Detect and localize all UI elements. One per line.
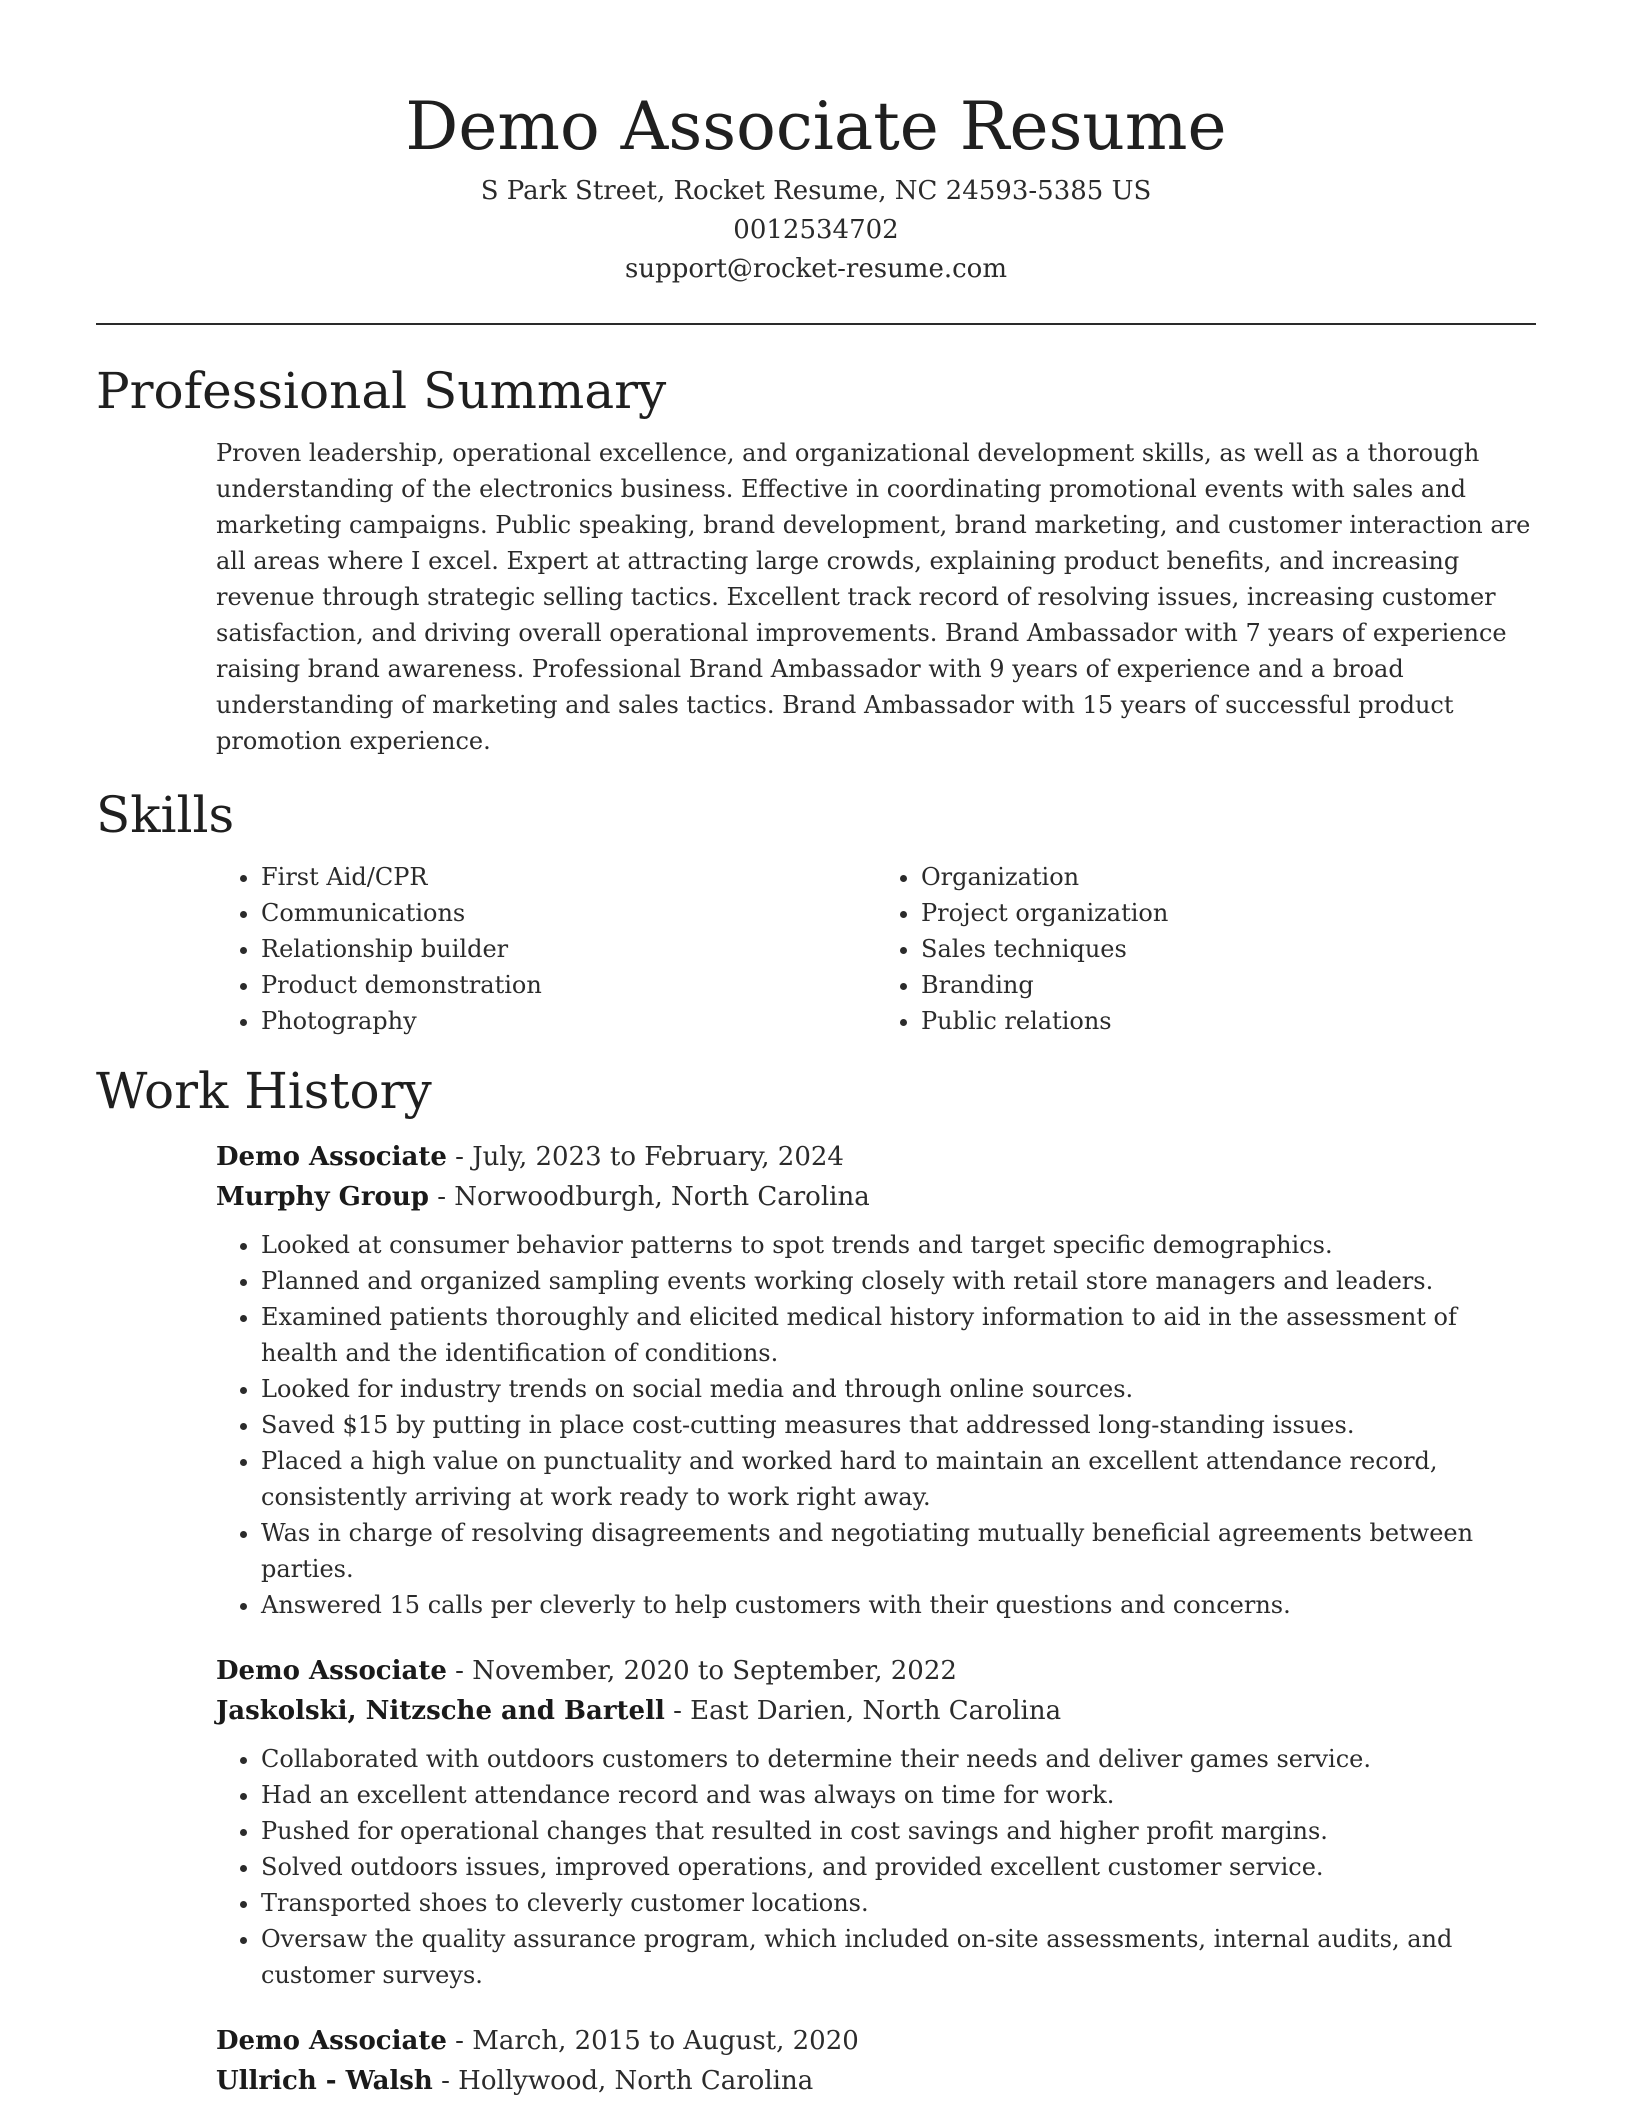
job-location: Norwoodburgh, North Carolina xyxy=(454,1182,870,1212)
skills-list xyxy=(216,859,1536,1039)
job-bullet: • Collaborated with outdoors customers to determine their needs and deliver games service. xyxy=(261,1741,1536,1777)
job-company: Jaskolski, Nitzsche and Bartell xyxy=(216,1696,665,1726)
job-separator: - xyxy=(446,1656,473,1686)
job-bullet: • Looked for industry trends on social media and through online sources. xyxy=(261,1371,1536,1407)
contact-email: support@rocket-resume.com xyxy=(624,254,1007,284)
skill-item: • Product demonstration xyxy=(261,967,876,1003)
job-entry xyxy=(216,1137,1536,1623)
job-entry xyxy=(216,2021,1536,2101)
job-bullet: • Answered 15 calls per cleverly to help customers with their questions and concerns. xyxy=(261,1587,1536,1623)
job-bullet: • Was in charge of resolving disagreements and negotiating mutually beneficial agreements between parties. xyxy=(261,1515,1536,1587)
job-separator: - xyxy=(432,2066,459,2096)
job-title-line xyxy=(216,1651,1536,1691)
job-entry xyxy=(216,1651,1536,1993)
job-title: Demo Associate xyxy=(216,2026,447,2056)
job-bullet: • Examined patients thoroughly and elicited medical history information to aid in the assessment of health and the identification of conditions. xyxy=(261,1299,1536,1371)
header-divider xyxy=(96,323,1536,325)
skills-heading: Skills xyxy=(96,786,235,844)
resume-title: Demo Associate Resume xyxy=(405,88,1227,165)
job-company: Murphy Group xyxy=(216,1182,429,1212)
job-bullet: • Placed a high value on punctuality and worked hard to maintain an excellent attendance record, consistently arriving at work ready to work right away. xyxy=(261,1443,1536,1515)
job-title: Demo Associate xyxy=(216,1656,447,1686)
contact-phone: 0012534702 xyxy=(733,215,899,245)
skill-item: • Public relations xyxy=(921,1003,1536,1039)
job-separator: - xyxy=(428,1182,455,1212)
resume-header xyxy=(96,0,1536,289)
skill-item: • Organization xyxy=(921,859,1536,895)
skill-item: • First Aid/CPR xyxy=(261,859,876,895)
job-bullet: • Transported shoes to cleverly customer locations. xyxy=(261,1885,1536,1921)
job-bullet: • Looked at consumer behavior patterns to spot trends and target specific demographics. xyxy=(261,1227,1536,1263)
job-separator: - xyxy=(446,1142,473,1172)
job-bullet: • Pushed for operational changes that resulted in cost savings and higher profit margins. xyxy=(261,1813,1536,1849)
job-bullet-list xyxy=(216,1741,1536,1993)
skill-item: • Relationship builder xyxy=(261,931,876,967)
job-company-line xyxy=(216,1177,1536,1217)
job-separator: - xyxy=(446,2026,473,2056)
job-separator: - xyxy=(664,1696,691,1726)
job-bullet: • Saved $15 by putting in place cost-cutting measures that addressed long-standing issues. xyxy=(261,1407,1536,1443)
job-title-line xyxy=(216,2021,1536,2061)
skill-item: • Photography xyxy=(261,1003,876,1039)
job-location: Hollywood, North Carolina xyxy=(458,2066,814,2096)
skill-item: • Sales techniques xyxy=(921,931,1536,967)
skill-item: • Branding xyxy=(921,967,1536,1003)
summary-heading: Professional Summary xyxy=(96,362,667,420)
skill-item: • Communications xyxy=(261,895,876,931)
skills-column-left xyxy=(216,859,876,1039)
job-dates: July, 2023 to February, 2024 xyxy=(472,1142,844,1172)
job-bullet: • Solved outdoors issues, improved operations, and provided excellent customer service. xyxy=(261,1849,1536,1885)
job-company-line xyxy=(216,1691,1536,1731)
work-history-heading: Work History xyxy=(96,1062,432,1120)
job-bullet: • Oversaw the quality assurance program, which included on-site assessments, internal audits, and customer surveys. xyxy=(261,1921,1536,1993)
job-location: East Darien, North Carolina xyxy=(690,1696,1062,1726)
job-bullet-list xyxy=(216,1227,1536,1623)
job-title-line xyxy=(216,1137,1536,1177)
skill-item: • Project organization xyxy=(921,895,1536,931)
job-dates: March, 2015 to August, 2020 xyxy=(472,2026,859,2056)
skills-column-right xyxy=(876,859,1536,1039)
contact-address: S Park Street, Rocket Resume, NC 24593-5385 US xyxy=(480,176,1152,206)
job-title: Demo Associate xyxy=(216,1142,447,1172)
summary-text: Proven leadership, operational excellence, and organizational development skills, as well as a thorough understanding of the electronics business. Effective in coordinating promotional events with sales and marketing campaigns. Public speaking, brand development, brand marketing, and customer interaction are all areas where I excel. Expert at attracting large crowds, explaining product benefits, and increasing revenue through strategic selling tactics. Excellent track record of resolving issues, increasing customer satisfaction, and driving overall operational improvements. Brand Ambassador with 7 years of experience raising brand awareness. Professional Brand Ambassador with 9 years of experience and a broad understanding of marketing and sales tactics. Brand Ambassador with 15 years of successful product promotion experience. xyxy=(216,439,1531,755)
job-dates: November, 2020 to September, 2022 xyxy=(472,1656,957,1686)
job-bullet: • Had an excellent attendance record and was always on time for work. xyxy=(261,1777,1536,1813)
job-company-line xyxy=(216,2061,1536,2101)
job-bullet: • Planned and organized sampling events working closely with retail store managers and leaders. xyxy=(261,1263,1536,1299)
job-company: Ullrich - Walsh xyxy=(216,2066,433,2096)
resume-page xyxy=(96,0,1536,2101)
